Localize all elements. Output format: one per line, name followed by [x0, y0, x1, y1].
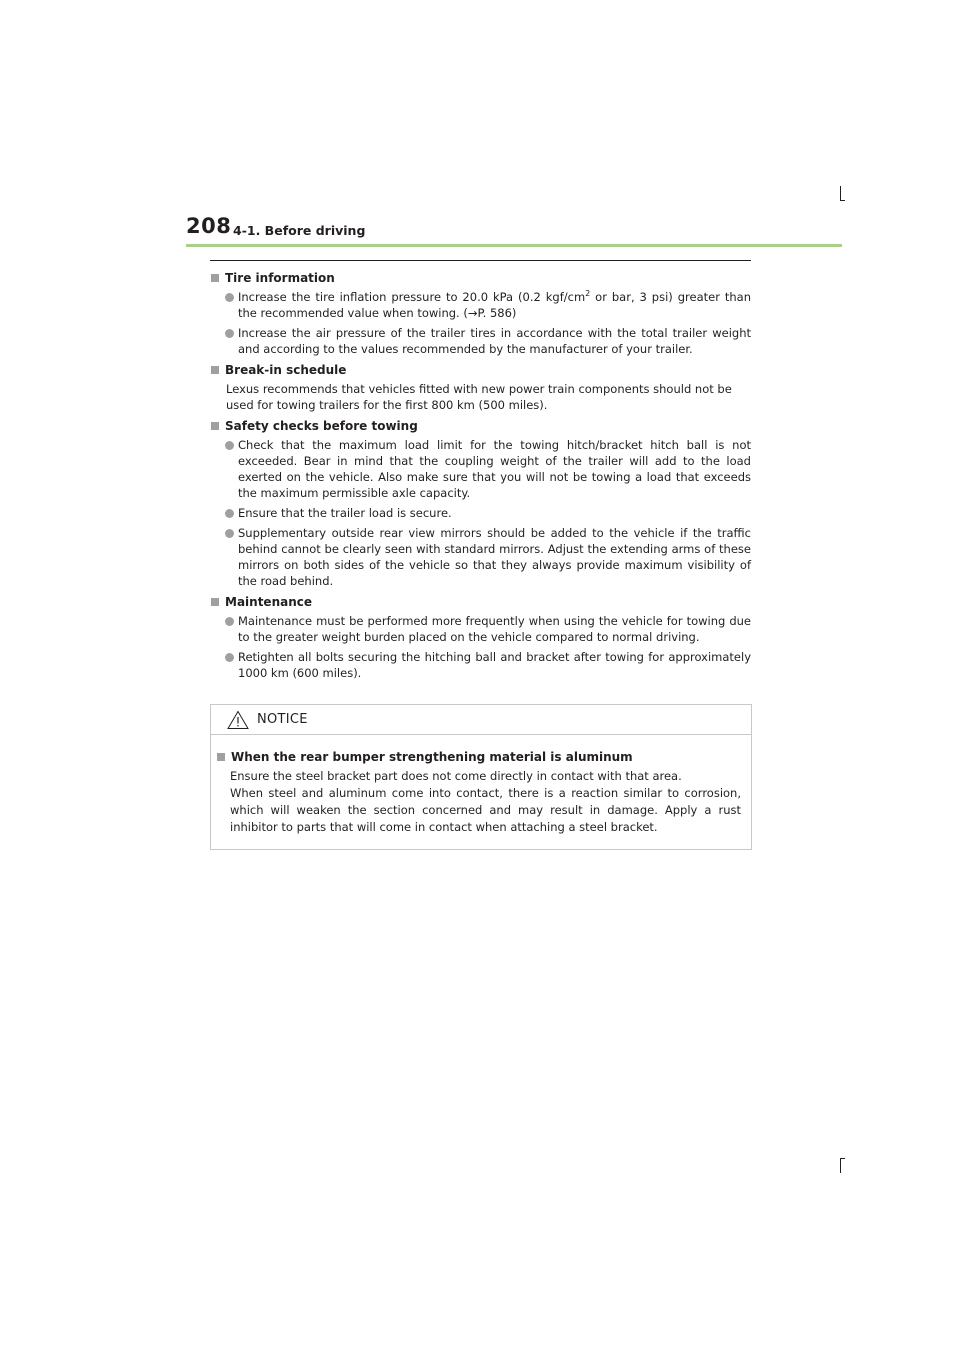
round-bullet-icon — [225, 529, 234, 538]
square-bullet-icon — [211, 366, 219, 374]
paragraph: Lexus recommends that vehicles fitted with new power train components should not be used for towing trailers for the first 800 km (500 miles). — [226, 382, 732, 412]
heading-text: Maintenance — [225, 595, 313, 609]
round-bullet-icon — [225, 293, 234, 302]
section-title: 4-1. Before driving — [233, 223, 366, 238]
notice-text — [217, 768, 741, 836]
header-rule — [186, 244, 842, 247]
heading-text: Safety checks before towing — [225, 419, 418, 433]
heading-text: Break-in schedule — [225, 363, 347, 377]
square-bullet-icon — [211, 274, 219, 282]
list-item — [210, 525, 751, 589]
round-bullet-icon — [225, 653, 234, 662]
notice-heading — [217, 748, 741, 766]
main-content — [210, 260, 751, 685]
notice-header — [211, 705, 751, 735]
round-bullet-icon — [225, 441, 234, 450]
square-bullet-icon — [211, 598, 219, 606]
bullet-text: Check that the maximum load limit for the towing hitch/bracket hitch ball is not exceeded. Bear in mind that the coupling weight of the trailer will add to the load exerted on the vehicle. Also make sure that you will not be towing a load that exceeds the maximum permissible axle capacity. — [238, 438, 751, 500]
bullet-text: Supplementary outside rear view mirrors should be added to the vehicle if the traffic behind cannot be clearly seen with standard mirrors. Adjust the extending arms of these mirrors on both sides of the vehicle so that they always provide maximum visibility of the road behind. — [238, 526, 751, 588]
list-item — [210, 325, 751, 357]
crop-mark-bottom — [840, 1158, 841, 1173]
round-bullet-icon — [225, 617, 234, 626]
bullet-text: Maintenance must be performed more frequently when using the vehicle for towing due to the greater weight burden placed on the vehicle compared to normal driving. — [238, 614, 751, 644]
square-bullet-icon — [211, 422, 219, 430]
bullet-text: or bar, 3 psi) greater than the recommended value when towing. (→P. 586) — [238, 290, 751, 320]
notice-line: When steel and aluminum come into contact, there is a reaction similar to corrosion, which will weaken the section concerned and may result in damage. Apply a rust inhibitor to parts that will come in contact when attaching a steel bracket. — [230, 786, 741, 834]
notice-box — [210, 704, 752, 850]
square-bullet-icon — [217, 753, 225, 761]
notice-line: Ensure the steel bracket part does not come directly in contact with that area. — [230, 769, 682, 783]
list-item — [210, 613, 751, 645]
round-bullet-icon — [225, 509, 234, 518]
bullet-text: Increase the tire inflation pressure to 20.0 kPa (0.2 kgf/cm — [238, 290, 586, 304]
list-item — [210, 289, 751, 321]
bullet-text: Ensure that the trailer load is secure. — [238, 506, 452, 520]
round-bullet-icon — [225, 329, 234, 338]
list-item — [210, 505, 751, 521]
list-item — [210, 649, 751, 681]
content-rule — [210, 260, 751, 261]
notice-body — [211, 735, 751, 836]
bullet-text: Increase the air pressure of the trailer tires in accordance with the total trailer weight and according to the values recommended by the manufacturer of your trailer. — [238, 326, 751, 356]
heading-text: When the rear bumper strengthening material is aluminum — [231, 750, 633, 764]
warning-triangle-icon — [227, 710, 249, 730]
section-heading-maintenance — [210, 593, 751, 611]
section-heading-tire-information — [210, 269, 751, 287]
page-number: 208 — [186, 214, 232, 238]
crop-mark-top — [840, 186, 841, 201]
list-item — [210, 437, 751, 501]
section-heading-break-in-schedule — [210, 361, 751, 379]
superscript: 2 — [585, 289, 591, 299]
heading-text: Tire information — [225, 271, 335, 285]
section-heading-safety-checks — [210, 417, 751, 435]
bullet-text: Retighten all bolts securing the hitching ball and bracket after towing for approximately 1000 km (600 miles). — [238, 650, 751, 680]
notice-title: NOTICE — [257, 712, 308, 727]
page-header — [186, 214, 842, 248]
